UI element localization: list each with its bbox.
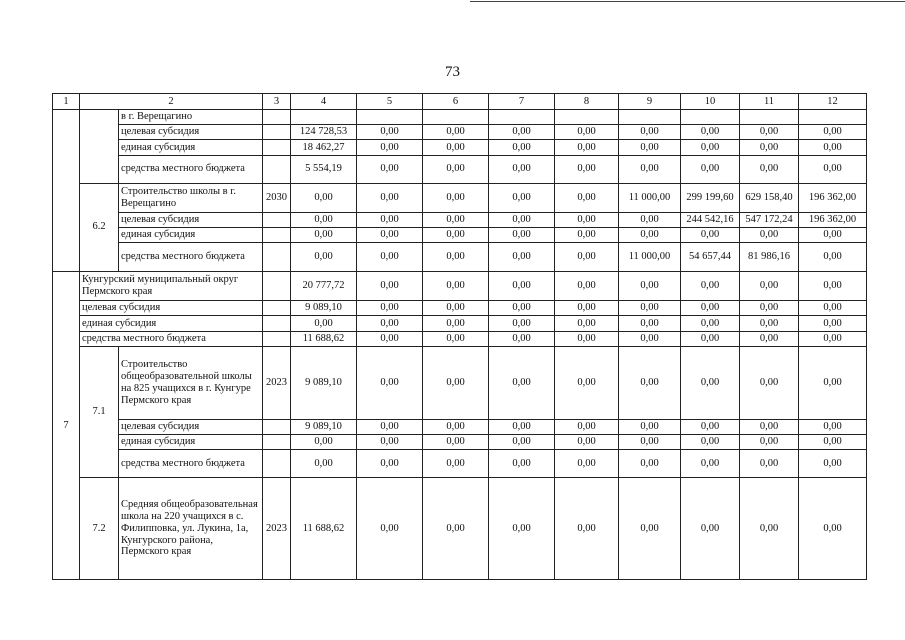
table-row — [53, 242, 867, 271]
value-cell: 20 777,72 — [291, 272, 357, 301]
value-cell: 0,00 — [681, 420, 740, 435]
subitem-code-cell: 6.2 — [80, 183, 119, 272]
table-row — [53, 450, 867, 478]
value-cell: 0,00 — [555, 140, 619, 155]
table-row — [53, 125, 867, 140]
value-cell: 0,00 — [799, 478, 867, 580]
value-cell: 0,00 — [423, 272, 489, 301]
value-cell: 0,00 — [489, 420, 555, 435]
value-cell: 629 158,40 — [740, 183, 799, 212]
table-row — [53, 301, 867, 316]
row-label: Строительство общеобразовательной школы на 825 учащихся в г. Кунгуре Пермского края — [119, 346, 263, 419]
value-cell: 11 000,00 — [619, 242, 681, 271]
year-cell — [263, 272, 291, 301]
value-cell: 0,00 — [489, 331, 555, 346]
value-cell: 0,00 — [555, 301, 619, 316]
value-cell: 0,00 — [357, 346, 423, 419]
row-label: средства местного бюджета — [119, 155, 263, 183]
row-label: целевая субсидия — [119, 212, 263, 227]
value-cell: 0,00 — [357, 301, 423, 316]
table-row — [53, 316, 867, 331]
table-row — [53, 435, 867, 450]
header-cell: 4 — [291, 94, 357, 110]
value-cell: 0,00 — [555, 420, 619, 435]
value-cell: 0,00 — [423, 450, 489, 478]
value-cell: 11 688,62 — [291, 331, 357, 346]
value-cell: 0,00 — [681, 272, 740, 301]
subitem-code-cell — [80, 110, 119, 183]
header-cell: 5 — [357, 94, 423, 110]
row-label: единая субсидия — [119, 140, 263, 155]
header-cell: 10 — [681, 94, 740, 110]
value-cell: 0,00 — [799, 242, 867, 271]
value-cell: 196 362,00 — [799, 212, 867, 227]
value-cell: 0,00 — [357, 227, 423, 242]
value-cell: 0,00 — [291, 435, 357, 450]
value-cell: 0,00 — [740, 227, 799, 242]
value-cell: 0,00 — [619, 346, 681, 419]
value-cell: 0,00 — [489, 155, 555, 183]
value-cell: 0,00 — [291, 183, 357, 212]
value-cell: 0,00 — [423, 140, 489, 155]
year-cell — [263, 155, 291, 183]
value-cell: 0,00 — [619, 301, 681, 316]
value-cell: 81 986,16 — [740, 242, 799, 271]
value-cell: 0,00 — [357, 435, 423, 450]
year-cell: 2030 — [263, 183, 291, 212]
year-cell — [263, 140, 291, 155]
value-cell: 0,00 — [291, 242, 357, 271]
value-cell: 0,00 — [799, 140, 867, 155]
value-cell: 0,00 — [681, 155, 740, 183]
row-label: в г. Верещагино — [119, 110, 263, 125]
value-cell: 0,00 — [619, 450, 681, 478]
value-cell: 0,00 — [489, 450, 555, 478]
value-cell: 0,00 — [681, 227, 740, 242]
value-cell: 0,00 — [740, 450, 799, 478]
value-cell: 18 462,27 — [291, 140, 357, 155]
value-cell: 0,00 — [357, 140, 423, 155]
table-row — [53, 478, 867, 580]
value-cell: 0,00 — [799, 346, 867, 419]
value-cell: 196 362,00 — [799, 183, 867, 212]
value-cell: 0,00 — [555, 435, 619, 450]
value-cell: 0,00 — [619, 212, 681, 227]
year-cell — [263, 301, 291, 316]
subitem-code-cell: 7.2 — [80, 478, 119, 580]
table-row — [53, 212, 867, 227]
row-label: целевая субсидия — [119, 420, 263, 435]
subitem-code-cell: 7.1 — [80, 346, 119, 478]
value-cell: 0,00 — [489, 346, 555, 419]
value-cell: 0,00 — [423, 346, 489, 419]
value-cell: 0,00 — [681, 140, 740, 155]
value-cell: 0,00 — [740, 272, 799, 301]
value-cell: 0,00 — [489, 242, 555, 271]
value-cell: 0,00 — [357, 183, 423, 212]
value-cell: 0,00 — [423, 331, 489, 346]
value-cell: 0,00 — [357, 242, 423, 271]
value-cell: 0,00 — [423, 183, 489, 212]
table-row — [53, 183, 867, 212]
value-cell: 0,00 — [799, 125, 867, 140]
value-cell: 0,00 — [423, 316, 489, 331]
value-cell: 0,00 — [489, 301, 555, 316]
row-label: средства местного бюджета — [119, 242, 263, 271]
header-row — [53, 94, 867, 110]
value-cell: 0,00 — [619, 420, 681, 435]
value-cell: 0,00 — [619, 435, 681, 450]
value-cell: 0,00 — [489, 272, 555, 301]
row-label: единая субсидия — [119, 227, 263, 242]
header-cell: 12 — [799, 94, 867, 110]
value-cell: 0,00 — [489, 316, 555, 331]
value-cell: 0,00 — [357, 212, 423, 227]
table-row — [53, 140, 867, 155]
table-row — [53, 227, 867, 242]
page-number: 73 — [445, 64, 460, 80]
year-cell — [263, 435, 291, 450]
year-cell — [263, 110, 291, 125]
value-cell: 0,00 — [799, 435, 867, 450]
value-cell: 0,00 — [555, 155, 619, 183]
table-row — [53, 346, 867, 419]
value-cell: 0,00 — [357, 272, 423, 301]
value-cell: 0,00 — [555, 478, 619, 580]
header-cell: 11 — [740, 94, 799, 110]
value-cell: 0,00 — [619, 272, 681, 301]
value-cell: 0,00 — [357, 450, 423, 478]
year-cell: 2023 — [263, 478, 291, 580]
header-cell: 1 — [53, 94, 80, 110]
value-cell: 0,00 — [799, 450, 867, 478]
value-cell: 0,00 — [489, 478, 555, 580]
value-cell: 0,00 — [489, 435, 555, 450]
value-cell: 0,00 — [619, 140, 681, 155]
row-label: целевая субсидия — [119, 125, 263, 140]
value-cell: 0,00 — [555, 242, 619, 271]
value-cell: 0,00 — [619, 125, 681, 140]
value-cell: 0,00 — [681, 316, 740, 331]
value-cell: 0,00 — [799, 316, 867, 331]
value-cell: 0,00 — [357, 155, 423, 183]
value-cell: 0,00 — [740, 346, 799, 419]
row-label: Средняя общеобразовательная школа на 220 учащихся в с. Филипповка, ул. Лукина, 1а, Кунгурского района, Пермского края — [119, 478, 263, 580]
header-cell: 3 — [263, 94, 291, 110]
row-label: единая субсидия — [119, 435, 263, 450]
value-cell: 0,00 — [619, 478, 681, 580]
value-cell: 0,00 — [555, 125, 619, 140]
value-cell: 0,00 — [740, 478, 799, 580]
value-cell: 0,00 — [291, 450, 357, 478]
row-label: единая субсидия — [80, 316, 263, 331]
value-cell: 9 089,10 — [291, 301, 357, 316]
value-cell: 0,00 — [740, 316, 799, 331]
value-cell: 0,00 — [799, 331, 867, 346]
year-cell — [263, 450, 291, 478]
header-cell: 7 — [489, 94, 555, 110]
value-cell: 11 688,62 — [291, 478, 357, 580]
value-cell: 5 554,19 — [291, 155, 357, 183]
value-cell: 0,00 — [740, 140, 799, 155]
year-cell — [263, 125, 291, 140]
value-cell: 0,00 — [357, 316, 423, 331]
value-cell: 0,00 — [423, 155, 489, 183]
row-label: целевая субсидия — [80, 301, 263, 316]
value-cell: 0,00 — [489, 140, 555, 155]
value-cell: 0,00 — [555, 183, 619, 212]
value-cell: 0,00 — [681, 301, 740, 316]
value-cell: 0,00 — [291, 316, 357, 331]
value-cell: 0,00 — [291, 212, 357, 227]
row-label: Строительство школы в г. Верещагино — [119, 183, 263, 212]
value-cell: 0,00 — [489, 125, 555, 140]
value-cell: 0,00 — [619, 155, 681, 183]
year-cell — [263, 331, 291, 346]
table-row — [53, 331, 867, 346]
value-cell: 9 089,10 — [291, 346, 357, 419]
value-cell: 0,00 — [423, 301, 489, 316]
value-cell: 0,00 — [555, 346, 619, 419]
value-cell: 0,00 — [740, 301, 799, 316]
value-cell: 0,00 — [357, 420, 423, 435]
value-cell: 0,00 — [799, 272, 867, 301]
value-cell: 0,00 — [423, 212, 489, 227]
value-cell: 0,00 — [423, 227, 489, 242]
value-cell: 0,00 — [555, 331, 619, 346]
row-label: Кунгурский муниципальный округ Пермского края — [80, 272, 263, 301]
value-cell: 0,00 — [740, 420, 799, 435]
value-cell: 244 542,16 — [681, 212, 740, 227]
value-cell: 0,00 — [357, 331, 423, 346]
value-cell: 0,00 — [681, 478, 740, 580]
value-cell: 0,00 — [555, 272, 619, 301]
value-cell: 0,00 — [740, 331, 799, 346]
value-cell: 0,00 — [489, 183, 555, 212]
value-cell: 0,00 — [423, 478, 489, 580]
value-cell: 0,00 — [799, 227, 867, 242]
value-cell: 0,00 — [423, 435, 489, 450]
value-cell: 0,00 — [740, 125, 799, 140]
value-cell: 9 089,10 — [291, 420, 357, 435]
year-cell — [263, 212, 291, 227]
header-cell: 2 — [80, 94, 263, 110]
value-cell: 0,00 — [423, 420, 489, 435]
row-label: средства местного бюджета — [80, 331, 263, 346]
value-cell: 124 728,53 — [291, 125, 357, 140]
value-cell: 0,00 — [489, 212, 555, 227]
year-cell — [263, 316, 291, 331]
item-number-cell: 7 — [53, 272, 80, 580]
value-cell: 0,00 — [555, 450, 619, 478]
year-cell: 2023 — [263, 346, 291, 419]
value-cell: 299 199,60 — [681, 183, 740, 212]
value-cell: 0,00 — [357, 125, 423, 140]
value-cell: 0,00 — [555, 227, 619, 242]
table-row — [53, 110, 867, 125]
top-rule — [470, 1, 905, 2]
value-cell: 0,00 — [681, 331, 740, 346]
value-cell: 0,00 — [291, 227, 357, 242]
value-cell: 0,00 — [619, 331, 681, 346]
value-cell: 0,00 — [489, 227, 555, 242]
value-cell: 54 657,44 — [681, 242, 740, 271]
value-cell: 0,00 — [799, 301, 867, 316]
header-cell: 8 — [555, 94, 619, 110]
row-label: средства местного бюджета — [119, 450, 263, 478]
value-cell: 0,00 — [681, 346, 740, 419]
item-number-cell — [53, 110, 80, 272]
table-row — [53, 272, 867, 301]
year-cell — [263, 227, 291, 242]
value-cell: 0,00 — [423, 125, 489, 140]
header-cell: 9 — [619, 94, 681, 110]
value-cell: 0,00 — [619, 316, 681, 331]
value-cell: 0,00 — [799, 420, 867, 435]
year-cell — [263, 242, 291, 271]
value-cell: 11 000,00 — [619, 183, 681, 212]
value-cell: 547 172,24 — [740, 212, 799, 227]
table-row — [53, 420, 867, 435]
value-cell: 0,00 — [681, 450, 740, 478]
value-cell: 0,00 — [357, 478, 423, 580]
value-cell: 0,00 — [740, 155, 799, 183]
header-cell: 6 — [423, 94, 489, 110]
value-cell: 0,00 — [740, 435, 799, 450]
year-cell — [263, 420, 291, 435]
value-cell: 0,00 — [555, 212, 619, 227]
value-cell: 0,00 — [681, 435, 740, 450]
value-cell: 0,00 — [799, 155, 867, 183]
value-cell: 0,00 — [619, 227, 681, 242]
table-row — [53, 155, 867, 183]
value-cell: 0,00 — [681, 125, 740, 140]
value-cell: 0,00 — [555, 316, 619, 331]
budget-table — [52, 93, 867, 580]
value-cell: 0,00 — [423, 242, 489, 271]
